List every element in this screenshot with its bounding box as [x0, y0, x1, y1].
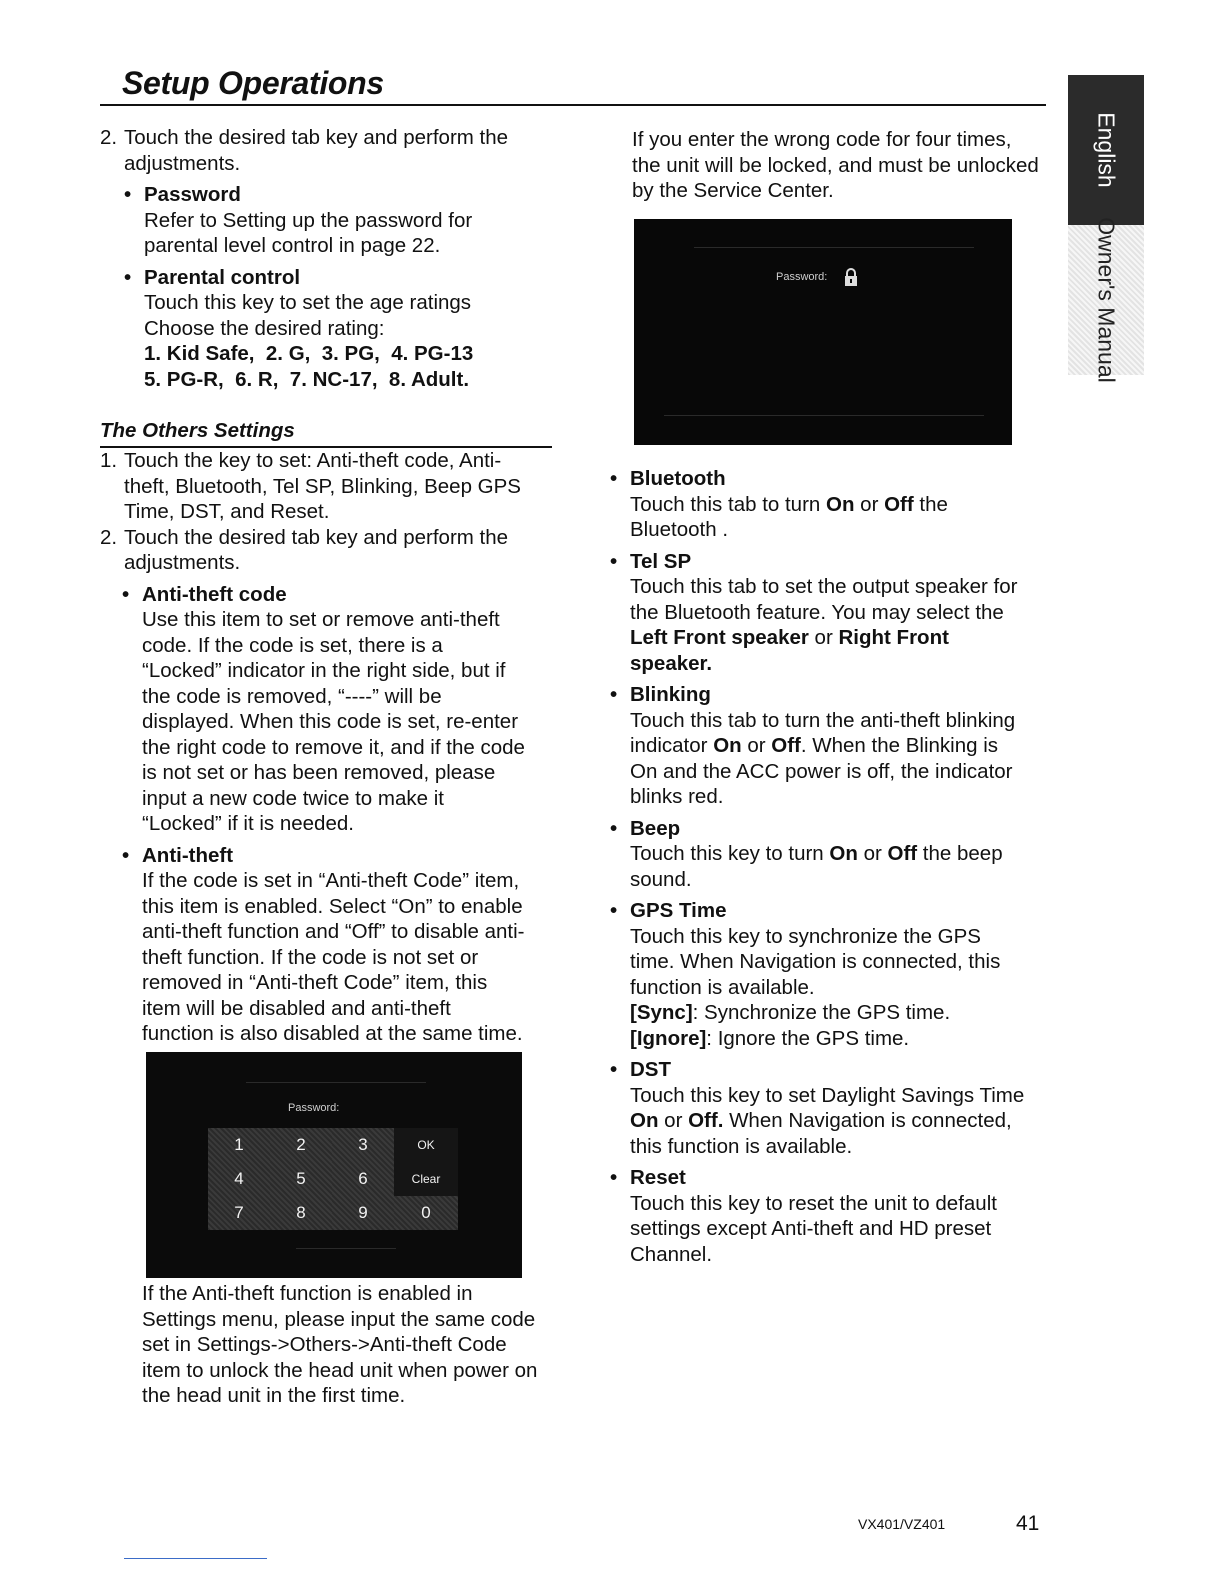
footer-model: VX401/VZ401 — [858, 1516, 946, 1532]
parental-line1: Touch this key to set the age ratings — [144, 291, 472, 314]
step-2-top: 2. Touch the desired tab key and perform the adjustments. — [100, 126, 509, 175]
beep-title: Beep — [630, 816, 681, 840]
bullet-antitheft-code: • Anti-theft code Use this item to set or remove anti-theft code. If the code is set, there is a “Locked” indicator in the right side, but if the code is removed, “----” will be displayed. When this code is set, re-enter the right code to remove it, and if the code is not set or has been removed, please input a new code twice to make it “Locked” if it is needed. — [122, 582, 525, 835]
password-title: Password — [144, 183, 241, 206]
antitheft-code-text: Use this item to set or remove anti-theft code. If the code is set, there is a “Locked” indicator in the right side, but if the code is removed, “----” will be displayed. When this code is set, re-enter the right code to remove it, and if the code is not set or has been removed, please input a new code twice to make it “Locked” if it is needed. — [142, 608, 525, 835]
others-heading: The Others Settings — [100, 418, 552, 448]
ratings-line1: 1. Kid Safe, 2. G, 3. PG, 4. PG-13 — [144, 342, 474, 365]
bullet-parental-control: • Parental control Touch this key to set the age ratings Choose the desired rating: 1. Kid Safe, 2. G, 3. PG, 4. PG-13 5. PG-R, 6. R, 7. NC-17, 8. Adult. — [124, 265, 540, 393]
antitheft-text: If the code is set in “Anti-theft Code” item, this item is enabled. Select “On” to enable anti-theft function and “Off” to disable anti-theft function. If the code is not set or removed in “Anti-theft Code” item, this item will be disabled and anti-theft function is also disabled at the same time. — [142, 869, 525, 1045]
bullet-beep: • Beep Touch this key to turn On or Off the beep sound. — [610, 816, 1030, 893]
footer-line — [124, 1558, 267, 1559]
locked-password-label: Password: — [776, 271, 828, 283]
keypad-password-label: Password: — [288, 1102, 340, 1114]
tab-english — [1068, 75, 1144, 225]
tab-owners-manual-label: Owner's Manual — [1093, 217, 1120, 383]
beep-text: Touch this key to turn On or Off the beep sound. — [630, 842, 1003, 891]
reset-title: Reset — [630, 1166, 686, 1189]
key-0[interactable]: 0 — [394, 1196, 458, 1230]
key-4[interactable]: 4 — [208, 1162, 270, 1196]
bluetooth-text: Touch this tab to turn On or Off the Bluetooth . — [630, 492, 948, 541]
bluetooth-title: Bluetooth — [630, 467, 726, 490]
bullet-reset: • Reset Touch this key to reset the unit to default settings except Anti-theft and HD preset Channel. — [610, 1165, 1030, 1267]
telsp-title: Tel SP — [630, 549, 692, 573]
bullet-gps-time: • GPS Time Touch this key to synchronize the GPS time. When Navigation is connected, this function is available. [Sync]: Synchronize the GPS time. [Ignore]: Ignore the GPS time. — [610, 898, 1030, 1051]
bullet-tel-sp: • Tel SP Touch this tab to set the output speaker for the Bluetooth feature. You may select the Left Front speaker or Right Front speaker. — [610, 549, 1030, 677]
parental-line2: Choose the desired rating: — [144, 316, 385, 340]
key-8[interactable]: 8 — [270, 1196, 332, 1230]
key-5[interactable]: 5 — [270, 1162, 332, 1196]
key-ok[interactable]: OK — [394, 1128, 458, 1162]
key-9[interactable]: 9 — [332, 1196, 394, 1230]
ratings-line2: 5. PG-R, 6. R, 7. NC-17, 8. Adult. — [144, 367, 470, 391]
reset-text: Touch this key to reset the unit to default settings except Anti-theft and HD preset Channel. — [630, 1191, 997, 1266]
others-step-1: 1. Touch the key to set: Anti-theft code, Anti-theft, Bluetooth, Tel SP, Blinking, Beep GPS Time, DST, and Reset. — [100, 449, 521, 523]
others-step-2: 2. Touch the desired tab key and perform the adjustments. — [100, 525, 509, 574]
tab-owners-manual — [1068, 217, 1144, 383]
bullet-bluetooth: • Bluetooth Touch this tab to turn On or Off the Bluetooth . — [610, 466, 1030, 543]
parental-title: Parental control — [144, 265, 301, 289]
telsp-text: Touch this tab to set the output speaker for the Bluetooth feature. You may select the Left Front speaker or Right Front speaker. — [630, 575, 1018, 675]
dst-title: DST — [630, 1058, 671, 1081]
key-clear[interactable]: Clear — [394, 1162, 458, 1196]
tab-english-label: English — [1093, 112, 1120, 188]
key-2[interactable]: 2 — [270, 1128, 332, 1162]
antitheft-code-title: Anti-theft code — [142, 582, 287, 606]
password-text: Refer to Setting up the password for parental level control in page 22. — [144, 208, 473, 257]
others-section — [100, 418, 552, 1047]
gps-ignore: [Ignore]: Ignore the GPS time. — [630, 1026, 910, 1050]
gps-sync: [Sync]: Synchronize the GPS time. — [630, 1001, 951, 1024]
blinking-title: Blinking — [630, 683, 711, 706]
keypad — [208, 1128, 458, 1230]
lock-icon — [843, 267, 859, 287]
left-top-section — [100, 125, 540, 392]
bullet-dst: • DST Touch this key to set Daylight Savings Time On or Off. When Navigation is connected, this function is available. — [610, 1057, 1030, 1159]
key-7[interactable]: 7 — [208, 1196, 270, 1230]
bullet-password: • Password Refer to Setting up the password for parental level control in page 22. — [124, 182, 540, 259]
right-intro: If you enter the wrong code for four times, the unit will be locked, and must be unlocked by the Service Center. — [632, 128, 1039, 202]
right-bullets — [610, 466, 1030, 1267]
dst-text: Touch this key to set Daylight Savings Time On or Off. When Navigation is connected, this function is available. — [630, 1083, 1025, 1158]
gps-title: GPS Time — [630, 899, 727, 922]
after-keypad-text: If the Anti-theft function is enabled in Settings menu, please input the same code set in Settings->Others->Anti-theft Code item to unlock the head unit when power on the head unit in the first time. — [142, 1282, 538, 1407]
locked-screenshot — [634, 219, 1012, 445]
blinking-text: Touch this tab to turn the anti-theft blinking indicator On or Off. When the Blinking is On and the ACC power is off, the indicator blinks red. — [630, 708, 1016, 808]
key-1[interactable]: 1 — [208, 1128, 270, 1162]
key-6[interactable]: 6 — [332, 1162, 394, 1196]
title-rule — [100, 104, 1046, 106]
bullet-antitheft: • Anti-theft If the code is set in “Anti-theft Code” item, this item is enabled. Select “On” to enable anti-theft function and “Off” to disable anti-theft function. If the code is not set or removed in “Anti-theft Code” item, this item will be disabled and anti-theft function is also disabled at the same time. — [122, 843, 525, 1045]
gps-text: Touch this key to synchronize the GPS time. When Navigation is connected, this function is available. — [630, 924, 1001, 999]
antitheft-title: Anti-theft — [142, 843, 234, 867]
bullet-blinking: • Blinking Touch this tab to turn the anti-theft blinking indicator On or Off. When the Blinking is On and the ACC power is off, the indicator blinks red. — [610, 682, 1030, 810]
key-3[interactable]: 3 — [332, 1128, 394, 1162]
keypad-screenshot — [146, 1052, 522, 1278]
page-title: Setup Operations — [122, 65, 384, 101]
page-number: 41 — [1016, 1512, 1040, 1535]
